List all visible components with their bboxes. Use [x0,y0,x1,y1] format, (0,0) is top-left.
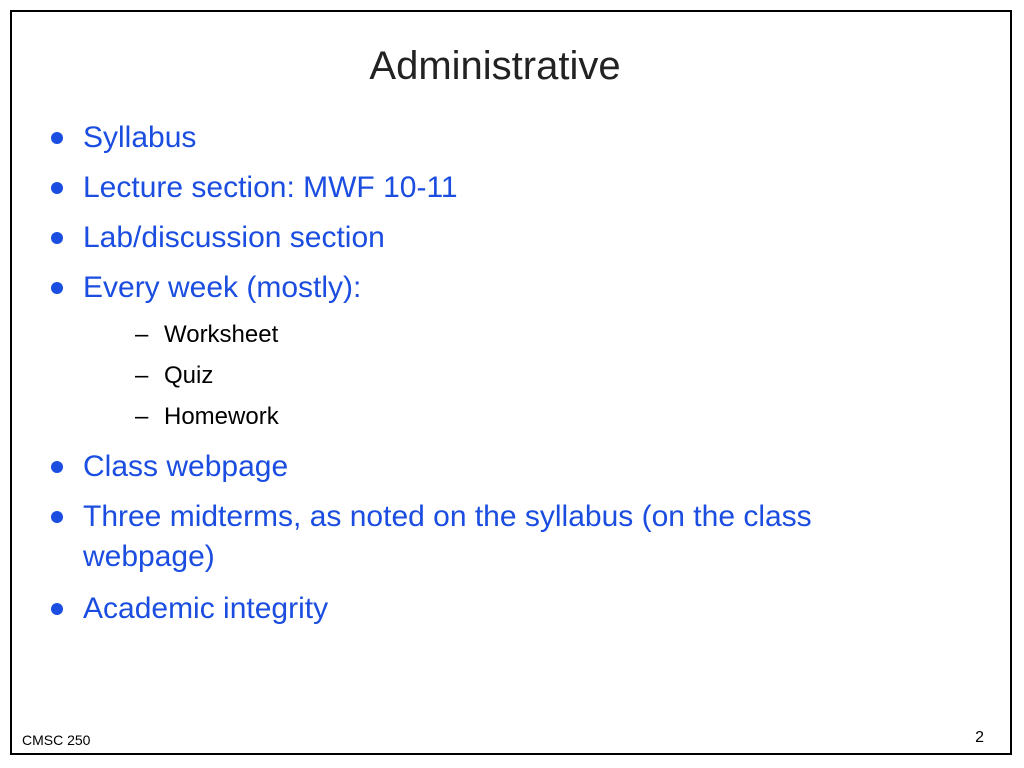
subitem [83,314,946,355]
subitem-text: Homework [164,403,279,430]
subitem [83,355,946,396]
subitem [83,396,946,437]
bullet-list [46,118,946,629]
dash-icon: – [135,362,149,389]
bullet-text: Academic integrity [83,592,329,625]
bullet-dot-icon [51,132,63,144]
slide-title: Administrative [369,44,621,88]
bullet-item [46,589,946,629]
bullet-text: Every week (mostly): [83,271,362,304]
subitem-text: Worksheet [164,321,279,348]
bullet-dot-icon [51,282,63,294]
subitem-text: Quiz [164,362,214,389]
bullet-text: Lecture section: MWF 10-11 [83,171,458,204]
dash-icon: – [135,321,149,348]
bullet-item [46,497,946,577]
footer-course-label: CMSC 250 [22,732,91,748]
bullet-item [46,447,946,487]
bullet-dot-icon [51,232,63,244]
dash-icon: – [135,403,149,430]
bullet-item [46,168,946,208]
page-number: 2 [975,729,984,746]
bullet-item [46,218,946,258]
bullet-dot-icon [51,603,63,615]
bullet-text: Three midterms, as noted on the syllabus (on the class webpage) [83,500,812,573]
bullet-item [46,118,946,158]
bullet-dot-icon [51,461,63,473]
subitem-list [83,314,946,437]
bullet-text: Class webpage [83,450,289,483]
bullet-text: Syllabus [83,121,197,154]
bullet-dot-icon [51,511,63,523]
bullet-text: Lab/discussion section [83,221,385,254]
bullet-item [46,268,946,437]
bullet-dot-icon [51,182,63,194]
